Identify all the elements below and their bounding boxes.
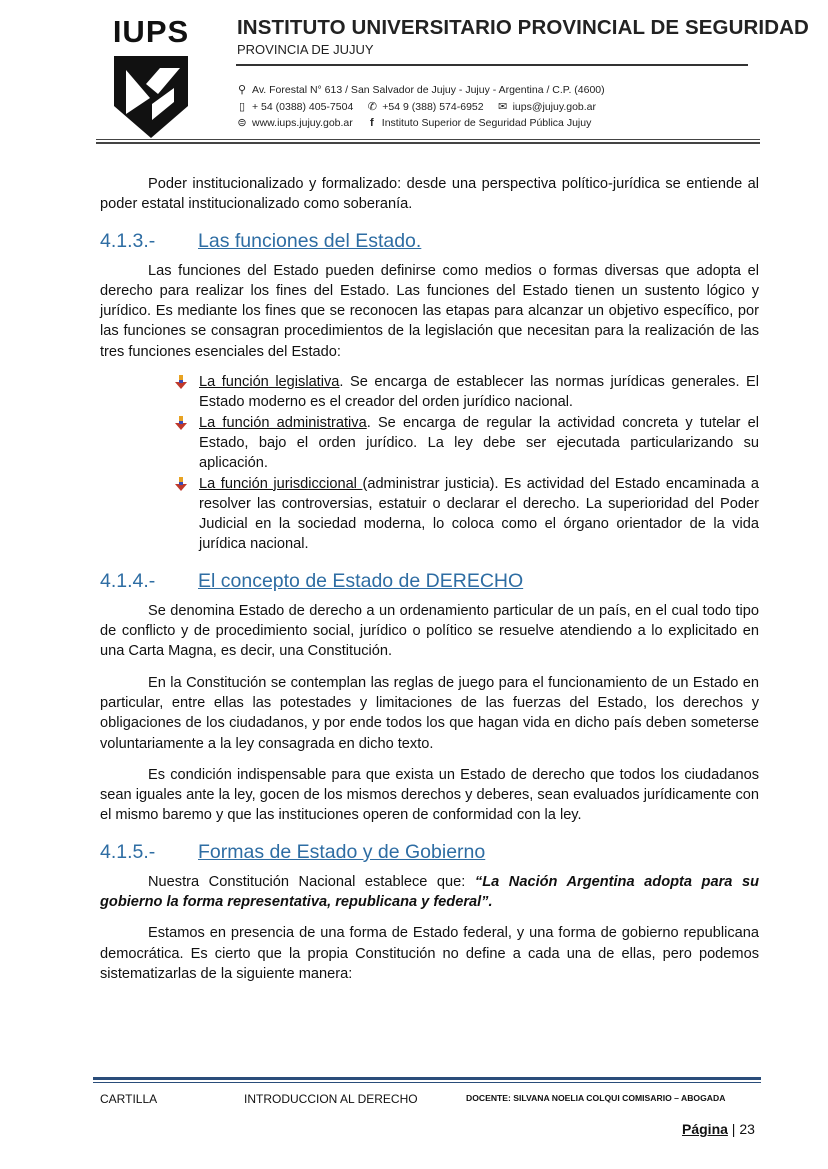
header-bottom-rule — [96, 139, 760, 140]
province-name: PROVINCIA DE JUJUY — [237, 42, 374, 57]
paragraph: Las funciones del Estado pueden definirse como medios o formas diversas que adopta el derecho para realizar los fines del Estado. Las funciones del Estado tienen un sustento lógico y jurídico. Es mediante los fines que se reconocen las etapas para alcanzar un objetivo específico, por las funciones se consagran procedimientos de la legislación que necesitan para la realización de las tres funciones esenciales del Estado: — [100, 262, 759, 360]
page-number-value: 23 — [739, 1121, 755, 1137]
paragraph: Estamos en presencia de una forma de Estado federal, y una forma de gobierno republicana democrática. Es cierto que la propia Constitución no define a cada una de ellas, pero podemos sistematizarlas de la siguiente manera: — [100, 925, 759, 982]
list-term: La función jurisdiccional — [199, 475, 363, 492]
list-item — [100, 474, 759, 555]
paragraph: En la Constitución se contemplan las reglas de juego para el funcionamiento de un Estado en particular, entre ellas las potestades y limitaciones de las fuerzas del Estado, los derechos y obligaciones de los ciudadanos, y por ende todos los que hagan vida en dicho país deben someterse voluntariamente a la ley consagrada en dicho texto. — [100, 674, 759, 752]
mail-icon: ✉ — [497, 101, 508, 113]
section-title: El concepto de Estado de DERECHO — [198, 569, 524, 592]
logo-text: IUPS — [112, 14, 190, 49]
facebook-icon: f — [369, 117, 374, 129]
web-text: www.iups.jujuy.gob.ar — [252, 117, 353, 129]
section-heading-4-1-3 — [100, 229, 759, 253]
email-text: iups@jujuy.gob.ar — [512, 101, 597, 113]
web-icon: ⊜ — [237, 117, 247, 129]
whatsapp-text: +54 9 (388) 574-6952 — [382, 101, 484, 113]
list-term: La función legislativa — [199, 374, 340, 391]
constitution-paragraph — [100, 872, 759, 913]
footer-rule — [93, 1077, 761, 1080]
footer-rule-thin — [93, 1082, 761, 1083]
iups-logo — [108, 14, 194, 139]
footer-course: INTRODUCCION AL DERECHO — [244, 1092, 418, 1106]
list-text: (administrar justicia). Es actividad del Estado encaminada a resolver las controversias, estatuir o declarar el derecho. La superioridad del Poder Judicial en la sociedad moderna, lo coloca como el órgano orientador de la vida jurídica nacional. — [199, 475, 759, 553]
location-pin-icon: ⚲ — [237, 84, 247, 96]
header-divider — [236, 64, 748, 66]
section-number: 4.1.5.- — [100, 840, 156, 863]
address-line — [235, 83, 605, 96]
section-title: Formas de Estado y de Gobierno — [198, 840, 486, 863]
footer-docente: DOCENTE: SILVANA NOELIA COLQUI COMISARIO – ABOGADA — [466, 1093, 726, 1103]
page-content — [100, 174, 759, 984]
list-item — [100, 372, 759, 413]
phone-line — [235, 100, 596, 113]
list-term: La función administrativa — [199, 414, 367, 431]
phone-icon: ▯ — [238, 101, 246, 113]
section-number: 4.1.3.- — [100, 229, 156, 252]
paragraph: Se denomina Estado de derecho a un ordenamiento particular de un país, en el cual todo tipo de conflicto y de procedimiento social, jurídico o político se resuelve atendiendo a lo explicitado en una Carta Magna, es decir, una Constitución. — [100, 602, 759, 660]
list-text: . Se encarga de regular la actividad concreta y tutelar el Estado, bajo el orden jurídico. La ley debe ser ejecutada particularizando su aplicación. — [199, 414, 760, 472]
whatsapp-icon: ✆ — [367, 101, 377, 113]
constitution-quote: “La Nación Argentina adopta para su gobierno la forma representativa, republicana y federal”. — [100, 873, 759, 911]
paragraph: Es condición indispensable para que exista un Estado de derecho que todos los ciudadanos sean iguales ante la ley, gocen de los mismos derechos y deberes, sean evaluados jurídicamente con el mismo baremo y que las instituciones operen de conformidad con la ley. — [100, 766, 759, 824]
page-separator: | — [727, 1121, 740, 1137]
footer-cartilla: CARTILLA — [100, 1092, 158, 1106]
down-arrow-bullet-icon — [173, 374, 189, 390]
phone-text: + 54 (0388) 405-7504 — [252, 101, 354, 113]
list-item — [100, 413, 759, 474]
institution-name: INSTITUTO UNIVERSITARIO PROVINCIAL DE SEGURIDAD — [237, 16, 809, 39]
down-arrow-bullet-icon — [173, 476, 189, 492]
page-header — [0, 0, 828, 150]
functions-list — [100, 372, 759, 555]
list-text: . Se encarga de establecer las normas jurídicas generales. El Estado moderno es el creador del orden jurídico nacional. — [199, 374, 759, 411]
header-bottom-rule-thick — [96, 142, 760, 144]
section-title: Las funciones del Estado. — [198, 229, 422, 252]
address-text: Av. Forestal N° 613 / San Salvador de Jujuy - Jujuy - Argentina / C.P. (4600) — [252, 84, 605, 96]
page-label: Página — [682, 1121, 728, 1137]
section-number: 4.1.4.- — [100, 569, 156, 592]
shield-logo-icon — [112, 54, 190, 140]
down-arrow-bullet-icon — [173, 415, 189, 431]
intro-paragraph: Poder institucionalizado y formalizado: desde una perspectiva político-jurídica se entiende al poder estatal institucionalizado como soberanía. — [100, 176, 759, 213]
web-line — [235, 116, 591, 129]
paragraph-lead: Nuestra Constitución Nacional establece que: — [148, 873, 475, 890]
page-number — [682, 1121, 755, 1137]
section-heading-4-1-4 — [100, 569, 759, 593]
facebook-text: Instituto Superior de Seguridad Pública Jujuy — [381, 117, 592, 129]
section-heading-4-1-5 — [100, 840, 759, 864]
